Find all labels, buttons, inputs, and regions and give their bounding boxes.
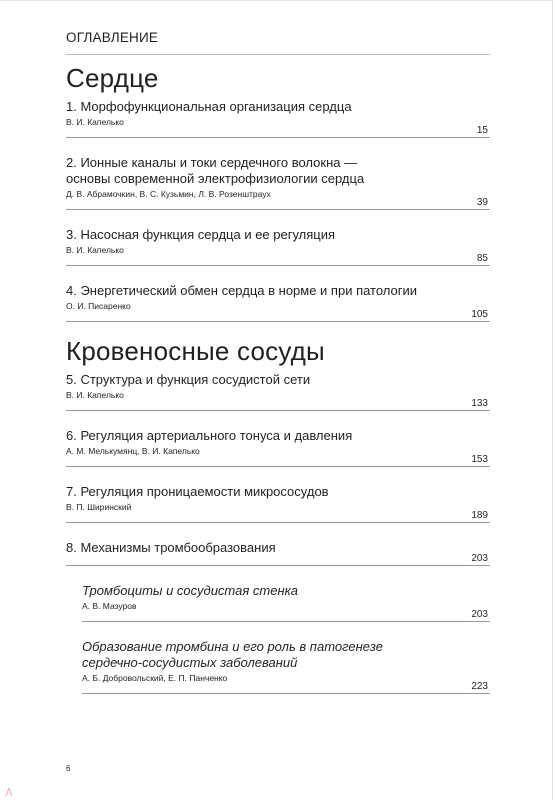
entry-authors: В. П. Ширинский — [66, 502, 132, 512]
entry-page: 223 — [471, 681, 488, 692]
entry-title: 1. Морфофункциональная организация сердца — [66, 99, 352, 114]
toc-entry[interactable] — [66, 227, 490, 266]
entry-title: Образование тромбина и его роль в патогенезе сердечно-сосудистых заболеваний — [82, 639, 383, 670]
entry-page: 153 — [471, 454, 488, 465]
toc-entry[interactable] — [66, 283, 490, 322]
toc-entry[interactable] — [66, 428, 490, 467]
entry-page: 203 — [471, 553, 488, 564]
page-right-border — [552, 0, 553, 800]
entry-title: 5. Структура и функция сосудистой сети — [66, 372, 311, 387]
entry-authors: А. Б. Добровольский, Е. П. Панченко — [82, 673, 228, 683]
entry-title: 2. Ионные каналы и токи сердечного волокна — основы современной электрофизиологии сердца — [66, 155, 365, 186]
page-top-border — [0, 0, 553, 1]
toc-entry[interactable] — [66, 99, 490, 138]
entry-authors: О. И. Писаренко — [66, 301, 131, 311]
toc-subentry[interactable] — [82, 583, 490, 622]
section-title-vessels: Кровеносные сосуды — [66, 336, 325, 366]
toc-entry[interactable] — [66, 484, 490, 523]
entry-authors: В. И. Капелько — [66, 390, 124, 400]
toc-entry[interactable] — [66, 372, 490, 411]
entry-title: 8. Механизмы тромбообразования — [66, 540, 276, 555]
entry-title: 7. Регуляция проницаемости микрососудов — [66, 484, 329, 499]
entry-page: 39 — [476, 197, 488, 208]
entry-page: 105 — [471, 309, 488, 320]
toc-header: ОГЛАВЛЕНИЕ — [66, 30, 490, 55]
entry-title: 3. Насосная функция сердца и ее регуляция — [66, 227, 336, 242]
toc-entry[interactable] — [66, 540, 490, 566]
page-number: 6 — [66, 764, 71, 773]
toc-entry[interactable] — [66, 155, 490, 210]
crop-mark-icon — [4, 784, 16, 798]
entry-title: Тромбоциты и сосудистая стенка — [82, 583, 298, 598]
entry-page: 203 — [471, 609, 488, 620]
entry-title: 4. Энергетический обмен сердца в норме и при патологии — [66, 283, 418, 298]
entry-page: 85 — [476, 253, 488, 264]
section-title-heart: Сердце — [66, 63, 159, 93]
entry-authors: В. И. Капелько — [66, 117, 124, 127]
entry-authors: В. И. Капелько — [66, 245, 124, 255]
entry-authors: А. М. Мелькумянц, В. И. Капелько — [66, 446, 200, 456]
entry-page: 133 — [471, 398, 488, 409]
entry-authors: Д. В. Абрамочкин, В. С. Кузьмин, Л. В. Розенштраух — [66, 189, 271, 199]
entry-page: 15 — [476, 125, 488, 136]
table-of-contents — [66, 30, 490, 694]
toc-subentry[interactable] — [82, 639, 490, 694]
entry-page: 189 — [471, 510, 488, 521]
entry-authors: А. В. Мазуров — [82, 601, 137, 611]
entry-title: 6. Регуляция артериального тонуса и давления — [66, 428, 353, 443]
